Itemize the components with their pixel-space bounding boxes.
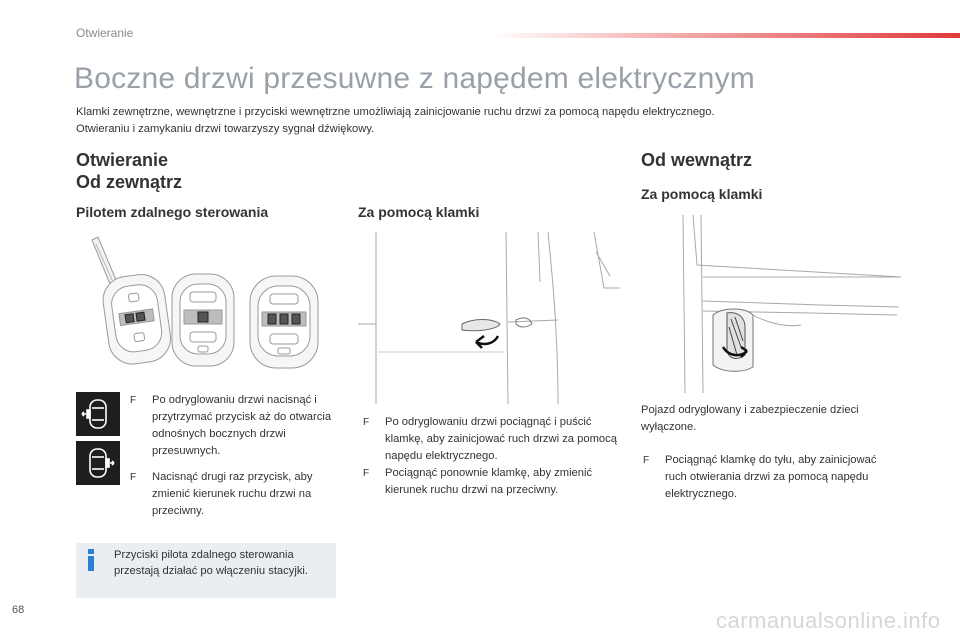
outside-handle-instructions: [363, 414, 621, 503]
remote-bullet-1: [130, 392, 335, 460]
outside-handle-title: Za pomocą klamki: [358, 204, 480, 220]
heading-opening: [76, 149, 182, 193]
outside-handle-bullet-1-text: Po odryglowaniu drzwi pociągnąć i puścić klamkę, aby zainicjować ruch drzwi za pomocą napędu elektrycznego.: [385, 416, 617, 462]
outside-handle-illustration: [358, 232, 622, 404]
heading-opening-line2: Od zewnątrz: [76, 172, 183, 192]
header-accent-rule: [490, 33, 960, 38]
inside-handle-instructions: [643, 452, 893, 507]
page-number: 68: [12, 604, 25, 616]
bullet-mark: F: [130, 395, 137, 406]
heading-inside: Od wewnątrz: [641, 150, 753, 170]
inside-note: Pojazd odryglowany i zabezpieczenie dzieci wyłączone.: [641, 404, 859, 433]
outside-handle-bullet-2: [363, 465, 621, 499]
remote-bullet-2: [130, 469, 335, 520]
bullet-mark: F: [363, 468, 370, 479]
outside-handle-bullet-1: [363, 414, 621, 465]
remote-instructions: [130, 392, 335, 524]
info-icon: [84, 549, 98, 571]
bullet-mark: F: [363, 417, 370, 428]
info-box: [76, 543, 336, 598]
bullet-mark: F: [643, 455, 650, 466]
remote-section-title: Pilotem zdalnego sterowania: [76, 204, 269, 220]
section-tab: Otwieranie: [76, 26, 134, 40]
sliding-door-right-icon: [76, 441, 120, 485]
outside-handle-bullet-2-text: Pociągnąć ponownie klamkę, aby zmienić kierunek ruchu drzwi na przeciwny.: [385, 467, 593, 496]
remote-bullet-1-text: Po odryglowaniu drzwi nacisnąć i przytrzymać przycisk aż do otwarcia odnośnych bocznych drzwi przesuwnych.: [152, 394, 332, 457]
bullet-mark: F: [130, 472, 137, 483]
inside-handle-illustration: [641, 215, 903, 393]
remote-bullet-2-text: Nacisnąć drugi raz przycisk, aby zmienić kierunek ruchu drzwi na przeciwny.: [152, 471, 313, 517]
info-text: Przyciski pilota zdalnego sterowania przestają działać po włączeniu stacyjki.: [114, 549, 309, 577]
inside-handle-bullet-1: [643, 452, 893, 503]
watermark: carmanualsonline.info: [716, 608, 941, 633]
heading-opening-line1: Otwieranie: [76, 150, 169, 170]
intro-text: [76, 104, 856, 138]
inside-handle-title: Za pomocą klamki: [641, 186, 763, 202]
page-title: Boczne drzwi przesuwne z napędem elektrycznym: [74, 62, 755, 95]
inside-handle-bullet-1-text: Pociągnąć klamkę do tyłu, aby zainicjować ruch otwierania drzwi za pomocą napędu elektrycznego.: [665, 454, 877, 500]
intro-line-1: Klamki zewnętrzne, wewnętrzne i przyciski wewnętrzne umożliwiają zainicjowanie ruchu drzwi za pomocą napędu elektrycznego.: [76, 106, 715, 118]
intro-line-2: Otwieraniu i zamykaniu drzwi towarzyszy sygnał dźwiękowy.: [76, 123, 375, 135]
sliding-door-left-icon: [76, 392, 120, 436]
remote-keys-illustration: [80, 232, 340, 382]
